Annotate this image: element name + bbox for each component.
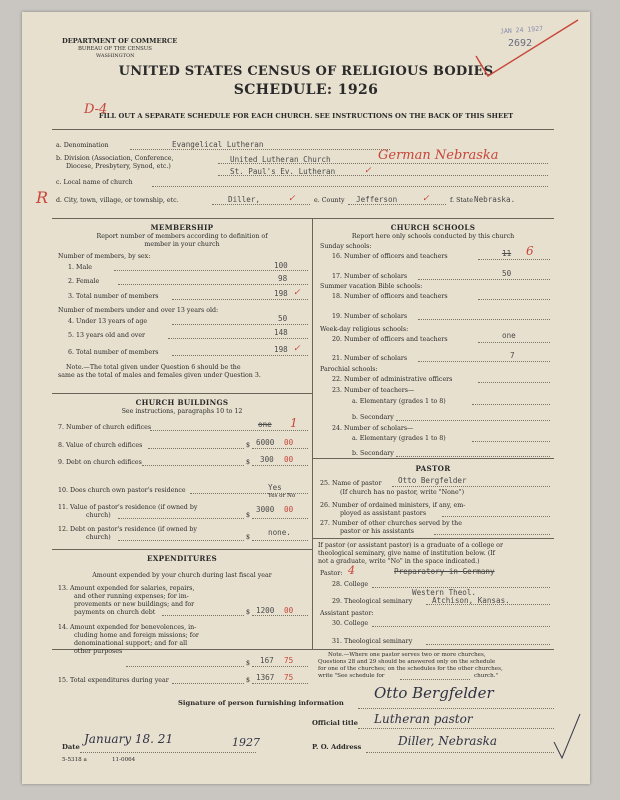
q19-label: 19. Number of scholars bbox=[332, 313, 408, 320]
q6-label: 6. Total number of members bbox=[68, 349, 159, 356]
q12-label: 12. Debt on pastor's residence (if owned by bbox=[58, 526, 197, 533]
church-schools-heading: CHURCH SCHOOLS bbox=[390, 223, 476, 232]
q15-label: 15. Total expenditures during year bbox=[58, 677, 169, 684]
q9-label: 9. Debt on church edifices bbox=[58, 459, 142, 466]
q18-label: 18. Number of officers and teachers bbox=[332, 293, 448, 300]
q15-cents: 75 bbox=[284, 673, 294, 682]
q27-label: 27. Number of other churches served by the bbox=[320, 520, 462, 527]
q8-label: 8. Value of church edifices bbox=[58, 442, 143, 449]
q12-value: none. bbox=[268, 528, 291, 537]
q24-label: 24. Number of scholars— bbox=[332, 425, 414, 432]
q3-label: 3. Total number of members bbox=[68, 293, 159, 300]
q20-label: 20. Number of officers and teachers bbox=[332, 336, 448, 343]
form-title: UNITED STATES CENSUS OF RELIGIOUS BODIES bbox=[118, 64, 494, 79]
q13-label-4: payments on church debt bbox=[74, 609, 156, 616]
yes-or-no-hint: Yes or No bbox=[268, 493, 296, 499]
schedule-title: SCHEDULE: 1926 bbox=[233, 82, 379, 98]
graduate-instruction-2: theological seminary, give name of institution below. (If bbox=[318, 550, 496, 557]
q13-dollar: $ bbox=[246, 609, 251, 616]
pastor-footnote: Note.—Where one pastor serves two or more churches, bbox=[328, 652, 486, 658]
church-buildings-heading: CHURCH BUILDINGS bbox=[135, 398, 229, 407]
q16-handwritten-value: 6 bbox=[526, 244, 534, 258]
q7-value: one bbox=[258, 420, 272, 429]
sunday-schools-label: Sunday schools: bbox=[320, 243, 372, 250]
q29-value: Western Theol. bbox=[412, 588, 477, 597]
handwritten-d4-mark: D-4 bbox=[84, 102, 108, 117]
membership-heading: MEMBERSHIP bbox=[150, 223, 214, 232]
q11-cents: 00 bbox=[284, 505, 294, 514]
date-label: Date bbox=[62, 743, 80, 751]
q30-label: 30. College bbox=[332, 620, 369, 627]
q15-value: 1367 bbox=[256, 673, 275, 682]
q11-label: 11. Value of pastor's residence (if owned by bbox=[58, 504, 198, 511]
state-value: Nebraska. bbox=[474, 195, 516, 204]
q9-dollar: $ bbox=[246, 459, 251, 466]
q21-value: 7 bbox=[510, 351, 515, 360]
q9-cents: 00 bbox=[284, 455, 294, 464]
q12-label-2: church) bbox=[86, 534, 111, 541]
q25-value: Otto Bergfelder bbox=[398, 476, 467, 485]
q25-note: (If church has no pastor, write "None") bbox=[340, 489, 465, 496]
q4-value: 50 bbox=[278, 314, 288, 323]
pastor-footnote-3: for one of the churches; on the schedules for the other churches, bbox=[318, 666, 503, 672]
city-value: Diller, bbox=[228, 195, 261, 204]
q11-dollar: $ bbox=[246, 512, 251, 519]
q10-value: Yes bbox=[268, 483, 282, 492]
q31-label: 31. Theological seminary bbox=[332, 638, 413, 645]
check-mark: ✓ bbox=[288, 194, 296, 204]
q3-value: 198 bbox=[274, 289, 288, 298]
q14-label-2: cluding home and foreign missions; for bbox=[74, 632, 199, 639]
church-buildings-subheading: See instructions, paragraphs 10 to 12 bbox=[121, 408, 243, 415]
q23a-label: a. Elementary (grades 1 to 8) bbox=[352, 398, 446, 405]
q14-cents: 75 bbox=[284, 656, 294, 665]
check-mark: ✓ bbox=[422, 194, 430, 204]
denomination-label: a. Denomination bbox=[56, 142, 109, 149]
local-name-label: c. Local name of church bbox=[56, 179, 133, 186]
parochial-schools-label: Parochial schools: bbox=[320, 366, 378, 373]
county-label: e. County bbox=[314, 197, 345, 204]
city-label: d. City, town, village, or township, etc. bbox=[56, 197, 179, 204]
graduate-instruction-3: not a graduate, write "No" in the space indicated.) bbox=[318, 558, 480, 565]
pastor-footnote-5: church." bbox=[474, 673, 499, 679]
q14-label-4: other purposes bbox=[74, 648, 123, 655]
q5-value: 148 bbox=[274, 328, 288, 337]
q1-label: 1. Male bbox=[68, 264, 92, 271]
date-value: January 18. 21 bbox=[84, 732, 174, 746]
q15-dollar: $ bbox=[246, 677, 251, 684]
membership-footnote-2: same as the total of males and females given under Question 3. bbox=[58, 372, 261, 379]
division-value: United Lutheran Church bbox=[230, 155, 331, 164]
check-mark: ✓ bbox=[293, 288, 301, 298]
received-date-stamp: JAN 24 1927 bbox=[499, 24, 544, 36]
q13-value: 1200 bbox=[256, 606, 275, 615]
members-by-sex-label: Number of members, by sex: bbox=[58, 253, 151, 260]
q17-value: 50 bbox=[502, 269, 512, 278]
pastor-handwritten-mark: 4 bbox=[348, 564, 355, 577]
q1-value: 100 bbox=[274, 261, 288, 270]
handwritten-r-mark: R bbox=[36, 188, 49, 207]
state-label: f. State bbox=[450, 197, 473, 204]
expenditures-subheading: Amount expended by your church during last fiscal year bbox=[92, 572, 272, 579]
q27-label-2: pastor or his assistants bbox=[340, 528, 415, 535]
q24a-label: a. Elementary (grades 1 to 8) bbox=[352, 435, 446, 442]
official-title-label: Official title bbox=[312, 719, 358, 727]
bureau-city: WASHINGTON bbox=[96, 53, 135, 59]
members-by-age-label: Number of members under and over 13 years old: bbox=[58, 307, 219, 314]
date-year: 1927 bbox=[232, 736, 260, 749]
membership-footnote: Note.—The total given under Question 6 should be the bbox=[66, 364, 241, 371]
division-label: b. Division (Association, Conference, bbox=[56, 155, 174, 162]
form-instruction: FILL OUT A SEPARATE SCHEDULE FOR EACH CHURCH. SEE INSTRUCTIONS ON THE BACK OF THIS SHEET bbox=[98, 112, 514, 120]
q26-label-2: ployed as assistant pastors bbox=[340, 510, 427, 517]
division-label-2: Diocese, Presbytery, Synod, etc.) bbox=[66, 163, 171, 170]
q23b-label: b. Secondary bbox=[352, 414, 394, 421]
q11-label-2: church) bbox=[86, 512, 111, 519]
q13-cents: 00 bbox=[284, 606, 294, 615]
church-name-value: St. Paul's Ev. Lutheran bbox=[230, 167, 336, 176]
pencil-check-mark bbox=[552, 712, 582, 762]
official-title-value: Lutheran pastor bbox=[374, 712, 473, 726]
q28-label: 28. College bbox=[332, 581, 369, 588]
q22-label: 22. Number of administrative officers bbox=[332, 376, 453, 383]
pastor-footnote-4: write "See schedule for bbox=[318, 673, 385, 679]
division-handwritten: German Nebraska bbox=[378, 148, 499, 163]
church-schools-subheading: Report here only schools conducted by this church bbox=[351, 233, 515, 240]
check-mark: ✓ bbox=[293, 344, 301, 354]
department-name: DEPARTMENT OF COMMERCE bbox=[62, 37, 178, 45]
q23-label: 23. Number of teachers— bbox=[332, 387, 415, 394]
pastor-preparatory-note: Preparatory in Germany bbox=[394, 567, 495, 576]
form-code: 5-5318 a bbox=[62, 757, 87, 763]
q16-label: 16. Number of officers and teachers bbox=[332, 253, 448, 260]
membership-note: Report number of members according to definition of bbox=[96, 233, 268, 240]
q29-value-2: Atchison, Kansas. bbox=[432, 596, 510, 605]
signature-value: Otto Bergfelder bbox=[374, 684, 494, 702]
expenditures-heading: EXPENDITURES bbox=[147, 554, 217, 563]
red-check-mark bbox=[472, 16, 582, 82]
q13-label-2: and other running expenses; for im- bbox=[74, 593, 189, 600]
q26-label: 26. Number of ordained ministers, if any, em- bbox=[320, 502, 466, 509]
q8-dollar: $ bbox=[246, 442, 251, 449]
q9-value: 300 bbox=[260, 455, 274, 464]
pastor-heading: PASTOR bbox=[415, 464, 451, 473]
q29-label: 29. Theological seminary bbox=[332, 598, 413, 605]
signature-label: Signature of person furnishing information bbox=[178, 699, 344, 707]
q12-dollar: $ bbox=[246, 534, 251, 541]
county-value: Jefferson bbox=[356, 195, 398, 204]
q14-label: 14. Amount expended for benevolences, in- bbox=[58, 624, 197, 631]
q17-label: 17. Number of scholars bbox=[332, 273, 408, 280]
q4-label: 4. Under 13 years of age bbox=[68, 318, 148, 325]
q8-cents: 00 bbox=[284, 438, 294, 447]
q6-value: 198 bbox=[274, 345, 288, 354]
po-address-value: Diller, Nebraska bbox=[398, 734, 498, 748]
q25-label: 25. Name of pastor bbox=[320, 480, 382, 487]
check-mark: ✓ bbox=[364, 166, 372, 176]
q13-label-3: provements or new buildings; and for bbox=[74, 601, 195, 608]
q8-value: 6000 bbox=[256, 438, 275, 447]
membership-note-2: member in your church bbox=[144, 241, 220, 248]
po-address-label: P. O. Address bbox=[312, 743, 362, 751]
q20-value: one bbox=[502, 331, 516, 340]
q2-value: 98 bbox=[278, 274, 288, 283]
q10-label: 10. Does church own pastor's residence bbox=[58, 487, 186, 494]
q21-label: 21. Number of scholars bbox=[332, 355, 408, 362]
bureau-name: BUREAU OF THE CENSUS bbox=[78, 46, 152, 52]
q7-handwritten-value: 1 bbox=[290, 416, 298, 430]
q5-label: 5. 13 years old and over bbox=[68, 332, 146, 339]
weekday-schools-label: Week-day religious schools: bbox=[320, 326, 409, 333]
q24b-label: b. Secondary bbox=[352, 450, 394, 457]
graduate-instruction: If pastor (or assistant pastor) is a graduate of a college or bbox=[318, 542, 503, 549]
q16-value: 11 bbox=[502, 249, 512, 258]
q14-value: 167 bbox=[260, 656, 274, 665]
q14-dollar: $ bbox=[246, 660, 251, 667]
summer-schools-label: Summer vacation Bible schools: bbox=[320, 283, 423, 290]
pastor-subheading: Pastor: bbox=[320, 570, 343, 577]
stamp-number: 2692 bbox=[508, 38, 533, 49]
denomination-value: Evangelical Lutheran bbox=[172, 140, 264, 149]
assistant-pastor-subheading: Assistant pastor: bbox=[320, 610, 374, 617]
q2-label: 2. Female bbox=[68, 278, 100, 285]
q14-label-3: denominational support; and for all bbox=[74, 640, 188, 647]
census-schedule-sheet bbox=[22, 12, 590, 784]
q11-value: 3000 bbox=[256, 505, 275, 514]
form-code-2: 11-0064 bbox=[112, 757, 136, 763]
q13-label: 13. Amount expended for salaries, repairs, bbox=[58, 585, 195, 592]
pastor-footnote-2: Questions 28 and 29 should be answered only on the schedule bbox=[318, 659, 496, 665]
q7-label: 7. Number of church edifices bbox=[58, 424, 152, 431]
